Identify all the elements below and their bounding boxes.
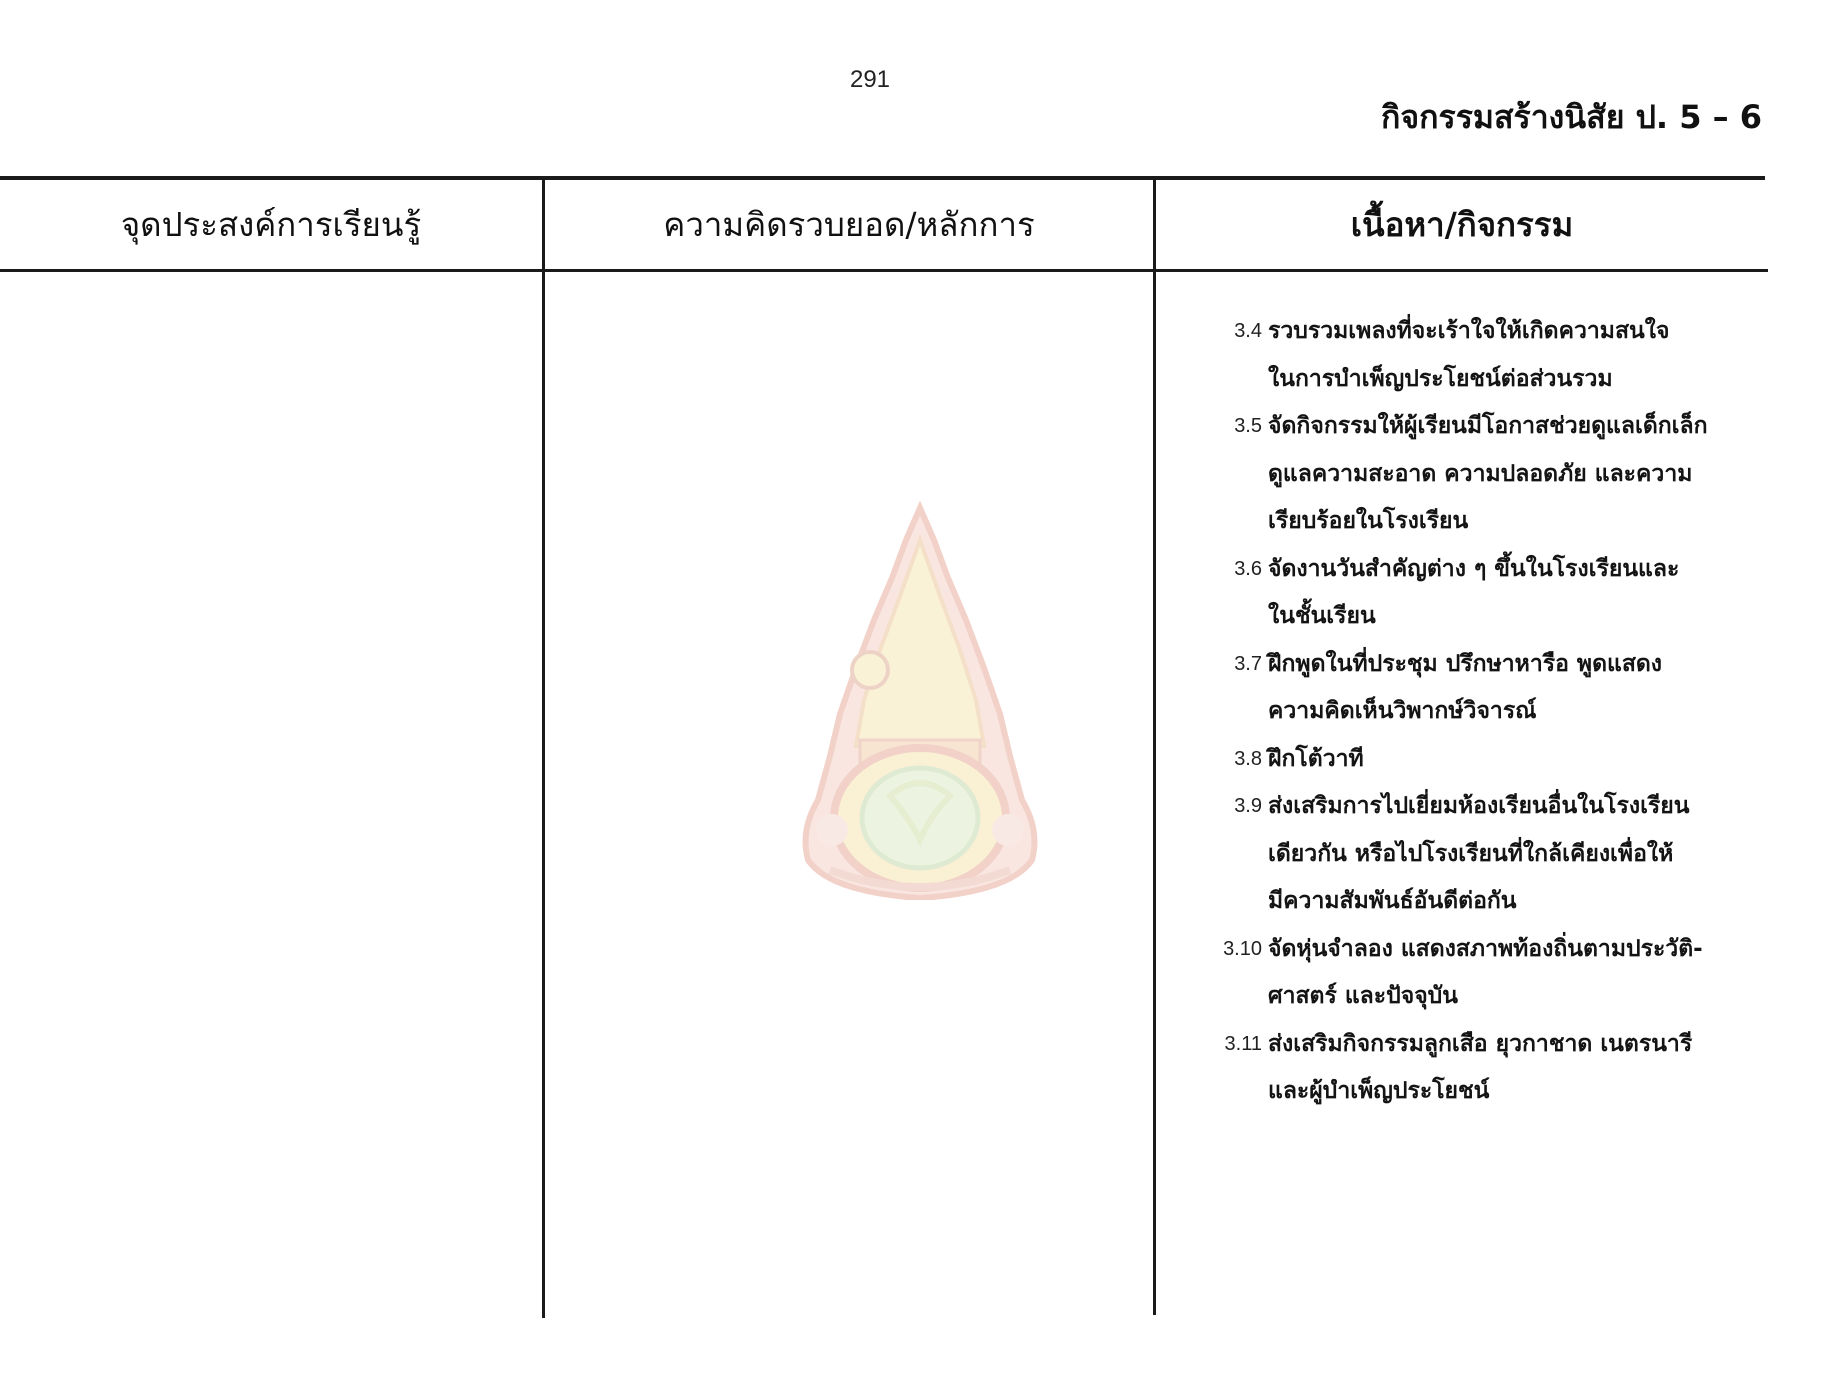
list-item bbox=[1204, 403, 1744, 546]
item-line: รวบรวมเพลงที่จะเร้าใจให้เกิดความสนใจ bbox=[1268, 318, 1670, 344]
list-item bbox=[1204, 736, 1744, 784]
column-header-content-activities: เนื้อหา/กิจกรรม bbox=[1350, 205, 1574, 244]
item-number: 3.10 bbox=[1223, 937, 1262, 960]
obec-emblem-watermark-icon bbox=[770, 500, 1070, 900]
table-header-rule bbox=[0, 269, 1768, 272]
item-number: 3.7 bbox=[1234, 652, 1262, 675]
item-text bbox=[1268, 1021, 1744, 1116]
column-divider-1 bbox=[542, 176, 545, 1318]
item-text bbox=[1268, 308, 1744, 403]
item-text bbox=[1268, 736, 1744, 784]
content-activity-list bbox=[1204, 308, 1744, 1116]
item-line: ฝึกโต้วาที bbox=[1268, 745, 1364, 772]
item-line: ฝึกพูดในที่ประชุม ปรึกษาหารือ พูดแสดง bbox=[1268, 650, 1663, 677]
item-line: เรียบร้อยในโรงเรียน bbox=[1268, 508, 1469, 534]
list-item bbox=[1204, 641, 1744, 736]
item-number: 3.11 bbox=[1224, 1032, 1262, 1055]
item-line: จัดกิจกรรมให้ผู้เรียนมีโอกาสช่วยดูแลเด็กเล็ก bbox=[1268, 413, 1708, 439]
column-divider-2 bbox=[1153, 176, 1156, 1315]
list-item bbox=[1204, 783, 1744, 926]
item-line: จัดหุ่นจำลอง แสดงสภาพท้องถิ่นตามประวัติ- bbox=[1268, 935, 1703, 962]
list-item bbox=[1204, 308, 1744, 403]
item-number: 3.5 bbox=[1234, 415, 1262, 437]
item-text bbox=[1268, 546, 1744, 641]
item-line: ในการบำเพ็ญประโยชน์ต่อส่วนรวม bbox=[1268, 365, 1613, 392]
item-line: ในชั้นเรียน bbox=[1268, 603, 1376, 629]
item-line: ศาสตร์ และปัจจุบัน bbox=[1268, 983, 1458, 1009]
item-line: มีความสัมพันธ์อันดีต่อกัน bbox=[1268, 888, 1517, 914]
item-number: 3.4 bbox=[1234, 320, 1262, 342]
item-text bbox=[1268, 926, 1744, 1021]
list-item bbox=[1204, 926, 1744, 1021]
item-line: และผู้บำเพ็ญประโยชน์ bbox=[1268, 1078, 1490, 1104]
item-text bbox=[1268, 403, 1744, 546]
item-line: จัดงานวันสำคัญต่าง ๆ ขึ้นในโรงเรียนและ bbox=[1268, 555, 1680, 582]
item-line: ส่งเสริมการไปเยี่ยมห้องเรียนอื่นในโรงเรียน bbox=[1268, 793, 1690, 819]
column-header-objectives: จุดประสงค์การเรียนรู้ bbox=[120, 205, 422, 244]
running-header-title: กิจกรรมสร้างนิสัย ป. 5 – 6 bbox=[1381, 98, 1762, 136]
item-line: เดียวกัน หรือไปโรงเรียนที่ใกล้เคียงเพื่อให้ bbox=[1268, 840, 1674, 867]
item-line: ดูแลความสะอาด ความปลอดภัย และความ bbox=[1268, 460, 1693, 487]
item-number: 3.8 bbox=[1234, 747, 1262, 770]
item-text bbox=[1268, 641, 1744, 736]
column-header-concepts: ความคิดรวบยอด/หลักการ bbox=[663, 205, 1035, 244]
item-number: 3.6 bbox=[1234, 557, 1262, 580]
list-item bbox=[1204, 546, 1744, 641]
item-text bbox=[1268, 783, 1744, 926]
list-item bbox=[1204, 1021, 1744, 1116]
item-number: 3.9 bbox=[1234, 795, 1262, 817]
item-line: ความคิดเห็นวิพากษ์วิจารณ์ bbox=[1268, 698, 1537, 724]
page-number: 291 bbox=[849, 66, 891, 93]
item-line: ส่งเสริมกิจกรรมลูกเสือ ยุวกาชาด เนตรนารี bbox=[1268, 1030, 1693, 1057]
